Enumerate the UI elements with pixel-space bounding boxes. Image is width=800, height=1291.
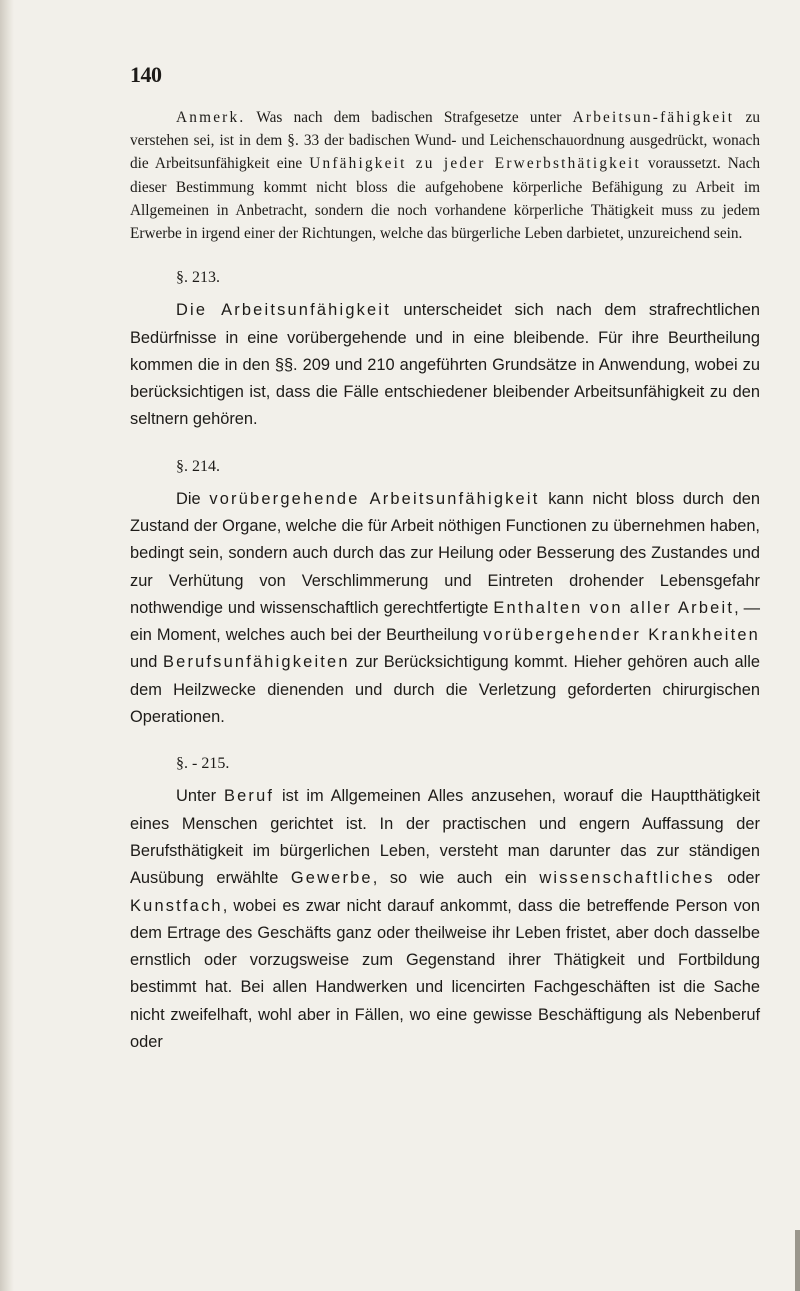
paragraph-215: Unter Beruf ist im Allgemeinen Alles anzusehen, worauf die Hauptthätigkeit eines Menschen gerichtet ist. In der practischen und engern Auffassung der Berufsthätigkeit im bürgerlichen Leben, versteht man darunter das zur ständigen Ausübung erwählte Gewerbe, so wie auch ein wissenschaftliches oder Kunstfach, wobei es zwar nicht darauf ankommt, dass die betreffende Person von dem Ertrage des Geschäfts ganz oder theilweise ihr Leben fristet, aber doch dasselbe ernstlich oder vorzugsweise zum Gegenstand ihrer Thätigkeit und Fortbildung bestimmt hat. Bei allen Handwerken und licencirten Fachgeschäften ist die Sache nicht zweifelhaft, wohl aber in Fällen, wo eine gewisse Beschäftigung als Nebenberuf oder [130,787,760,1052]
section-heading-213: §. 213. [176,269,220,287]
paragraph-214: Die vorübergehende Arbeitsunfähigkeit kann nicht bloss durch den Zustand der Organe, welche die für Arbeit nöthigen Functionen zu übernehmen haben, bedingt sein, sondern auch durch das zur Heilung oder Besserung des Zustandes und zur Verhütung von Verschlimmerung und Eintreten drohender Lebensgefahr nothwendige und wissenschaftlich gerechtfertigte Enthalten von aller Arbeit, — ein Moment, welches auch bei der Beurtheilung vorübergehender Krankheiten und Berufsunfähigkeiten zur Berücksichtigung kommt. Hieher gehören auch alle dem Heilzwecke dienenden und durch die Verletzung geforderten chirurgischen Operationen. [130,489,760,727]
paragraph-213: Die Arbeitsunfähigkeit unterscheidet sich nach dem strafrechtlichen Bedürfnisse in eine vorübergehende und in eine bleibende. Für ihre Beurtheilung kommen die in den §§. 209 und 210 angeführten Grundsätze in Anwendung, wobei zu berücksichtigen ist, dass die Fälle entschiedener bleibender Arbeitsunfähigkeit zu den seltnern gehören. [130,301,760,429]
page-edge [795,1230,800,1291]
note-label: Anmerk. [176,109,246,126]
page-number: 140 [130,62,162,87]
footnote-anmerkung: Anmerk. Was nach dem badischen Strafgesetze unter Arbeitsun-fähigkeit zu verstehen sei, ist in dem §. 33 der badischen Wund- und Leichenschauordnung ausgedrückt, wonach die Arbeitsunfähigkeit eine Unfähigkeit zu jeder Erwerbsthätigkeit voraussetzt. Nach dieser Bestimmung kommt nicht bloss die aufgehobene körperliche Befähigung zu Arbeit im Allgemeinen in Anbetracht, sondern die noch vorhandene körperliche Thätigkeit muss zu jedem Erwerbe in irgend einer der Richtungen, welche das bürgerliche Leben darbietet, unzureichend sein. [130,109,761,243]
section-heading-214: §. 214. [176,457,220,475]
section-heading-215: §. - 215. [176,755,230,773]
book-page [130,62,760,1056]
book-spine-shadow [0,0,14,1291]
